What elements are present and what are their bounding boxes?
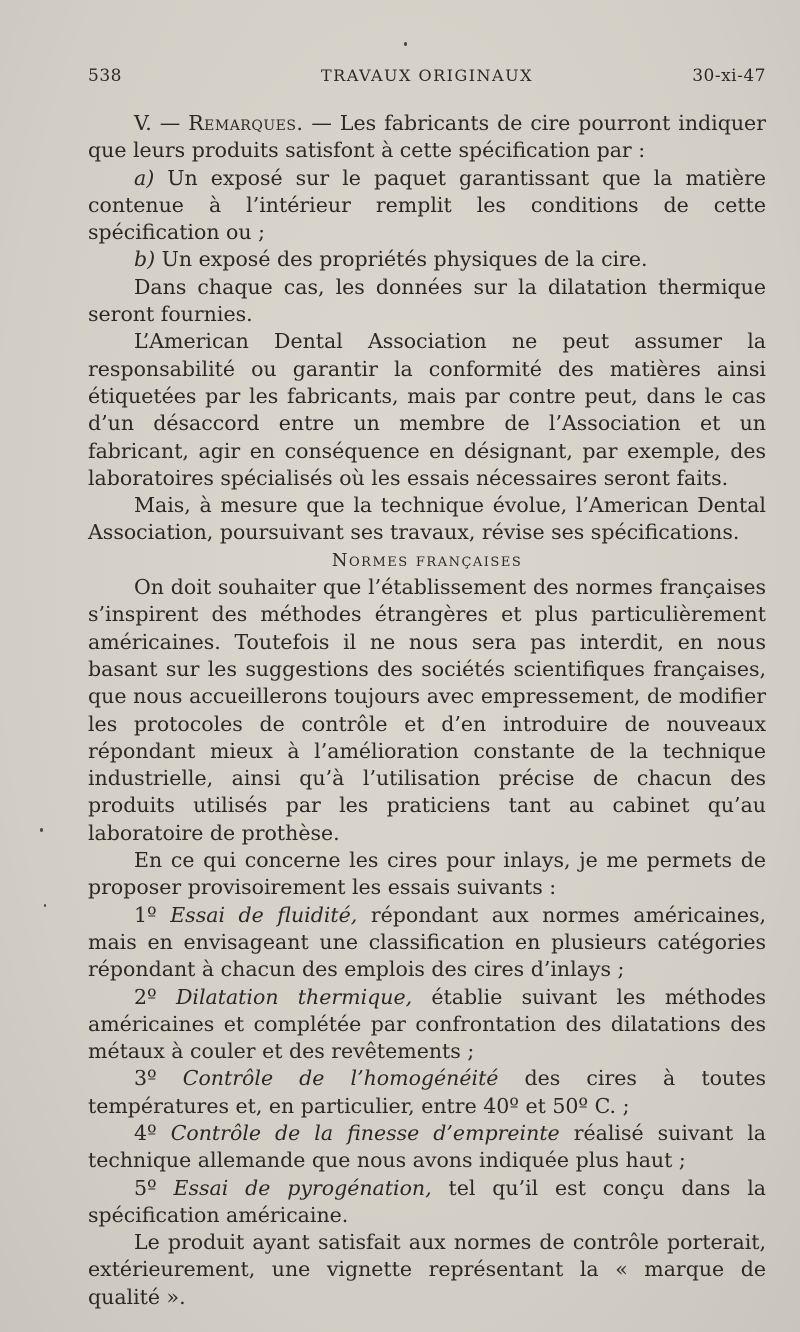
page-number: 538 xyxy=(88,66,122,86)
test-item-2: 2º Dilatation thermique, établie suivant les méthodes américaines et complétée par confrontation des dilatations des métaux à couler et des revêtements ; xyxy=(88,984,767,1064)
section-number: V. — xyxy=(134,111,189,135)
running-title: TRAVAUX ORIGINAUX xyxy=(321,66,533,85)
test-title: Essai de fluidité, xyxy=(170,902,358,927)
item-marker: a) xyxy=(134,165,155,190)
test-item-1: 1º Essai de fluidité, répondant aux normes américaines, mais en envisageant une classification en plusieurs catégories répondant à chacun des emplois des cires d’inlays ; xyxy=(88,902,766,982)
remarques-intro: V. — Remarques. — Les fabricants de cire pourront indiquer que leurs produits satisfont à cette spécification par : xyxy=(88,111,766,163)
list-item-b: b) Un exposé des propriétés physiques de la cire. xyxy=(134,247,648,272)
item-marker: b) xyxy=(134,247,156,272)
test-title: Contrôle de l’homogénéité xyxy=(182,1066,499,1091)
paragraph-ada-responsabilite: L’American Dental Association ne peut assumer la responsabilité ou garantir la conformité des matières ainsi étiquetées par les fabricants, mais par contre peut, dans le cas d’un désaccord entre un membre de l’Association et un fabricant, agir en conséquence en désignant, par exemple, des laboratoires spécialisés où les essais nécessaires seront faits. xyxy=(88,329,766,490)
scan-speck xyxy=(40,828,43,832)
paragraph-normes-intro: On doit souhaiter que l’établissement des normes françaises s’inspirent des méthodes étrangères et plus particulièrement américaines. Toutefois il ne nous sera pas interdit, en nous basant sur les suggestions des sociétés scientifiques françaises, que nous accueillerons toujours avec empressement, de modifier les protocoles de contrôle et d’en introduire de nouveaux répondant mieux à l’amélioration constante de la technique industrielle, ainsi qu’à l’utilisation précise de chacun des produits utilisés par les praticiens tant au cabinet qu’au laboratoire de prothèse. xyxy=(88,575,766,845)
scan-speck xyxy=(44,904,46,907)
paragraph-conclusion: Le produit ayant satisfait aux normes de contrôle porterait, extérieurement, une vignette représentant la « marque de qualité ». xyxy=(88,1230,766,1309)
list-item-a: a) Un exposé sur le paquet garantissant que la matière contenue à l’intérieur remplit les conditions de cette spécification ou ; xyxy=(88,165,766,245)
test-title: Dilatation thermique, xyxy=(175,984,413,1009)
paragraph-cires-inlays: En ce qui concerne les cires pour inlays, je me permets de proposer provisoirement les essais suivants : xyxy=(88,848,766,900)
paragraph-dans-chaque-cas: Dans chaque cas, les données sur la dilatation thermique seront fournies. xyxy=(88,274,766,327)
section-title: Remarques. xyxy=(188,111,304,135)
test-item-3: 3º Contrôle de l’homogénéité des cires à toutes températures et, en particulier, entre 40º et 50º C. ; xyxy=(88,1066,766,1118)
test-title: Essai de pyrogénation, xyxy=(173,1175,432,1200)
scan-speck xyxy=(404,42,407,46)
paragraph-mais: Mais, à mesure que la technique évolue, l’American Dental Association, poursuivant ses travaux, révise ses spécifications. xyxy=(88,493,766,545)
test-item-5: 5º Essai de pyrogénation, tel qu’il est conçu dans la spécification américaine. xyxy=(88,1175,767,1227)
test-item-4: 4º Contrôle de la finesse d’empreinte réalisé suivant la technique allemande que nous avons indiquée plus haut ; xyxy=(88,1120,766,1173)
article-body xyxy=(88,110,766,1311)
test-title: Contrôle de la finesse d’empreinte xyxy=(170,1120,560,1145)
section-heading-normes: Normes françaises xyxy=(331,549,523,571)
issue-date: 30-xi-47 xyxy=(692,66,766,86)
page-header xyxy=(88,66,766,90)
